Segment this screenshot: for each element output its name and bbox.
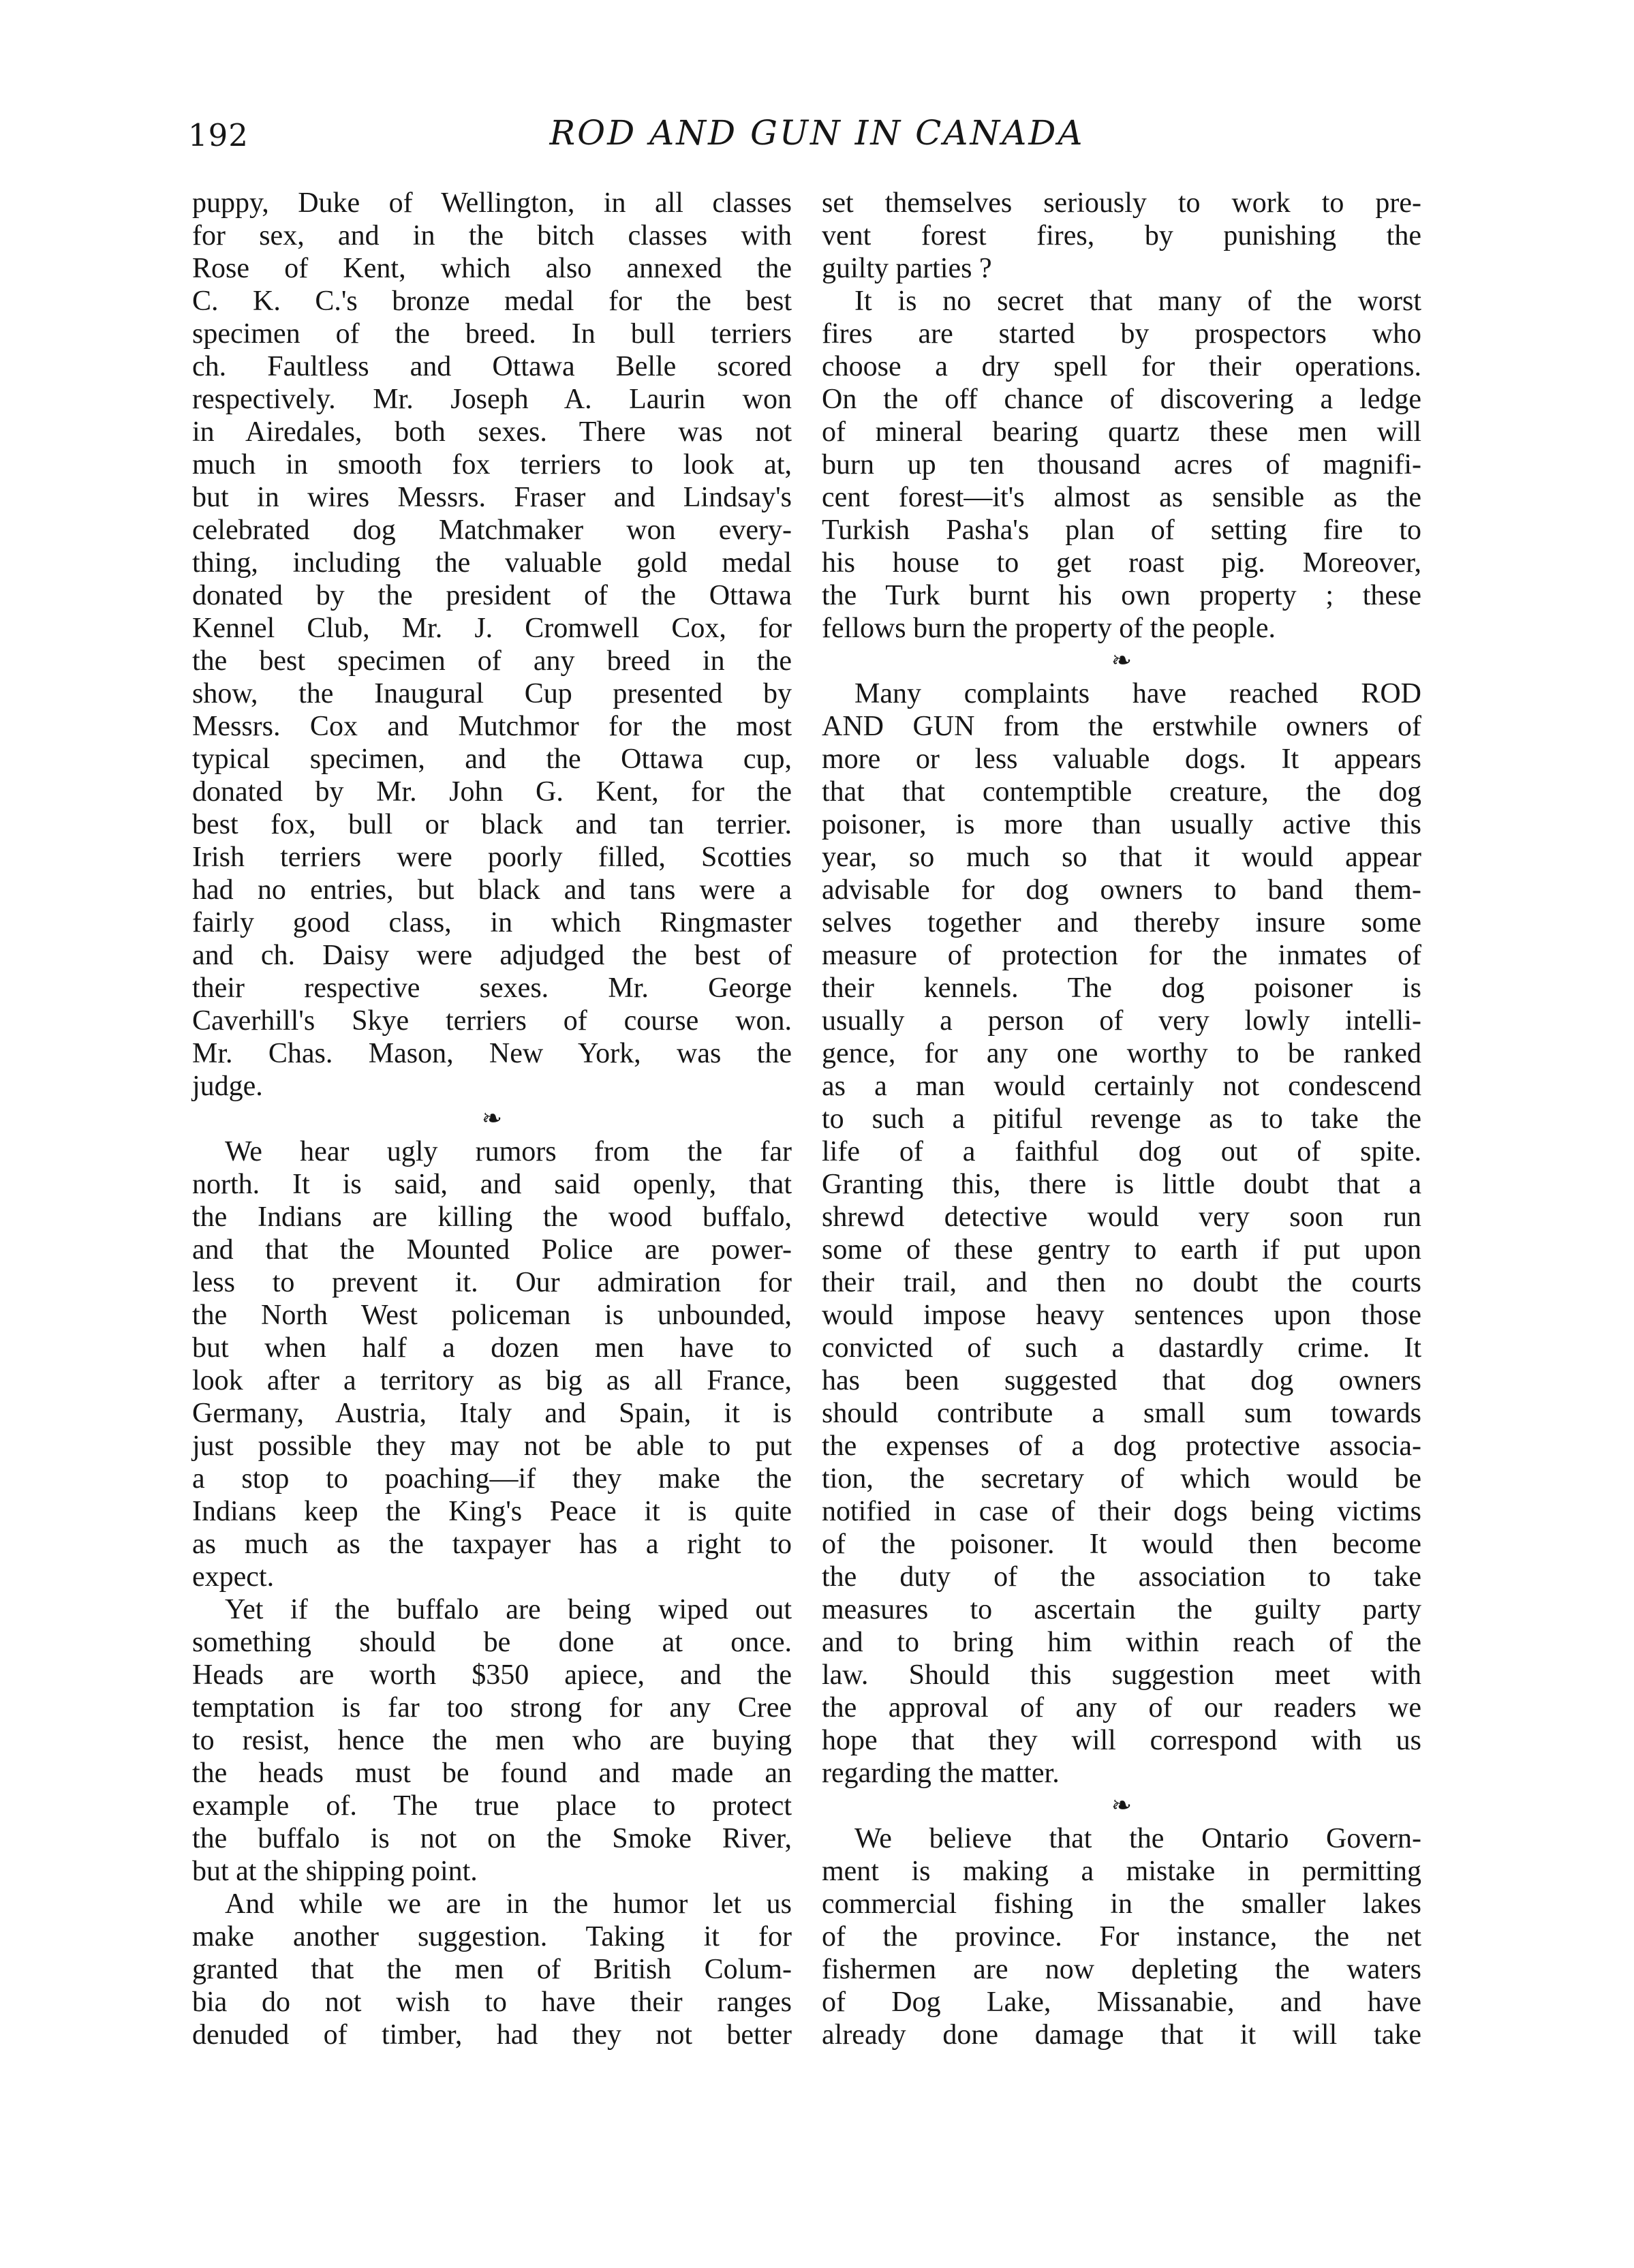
left-text-line: puppy, Duke of Wellington, in all classes — [192, 187, 792, 219]
right-text-line: commercial fishing in the smaller lakes — [822, 1888, 1421, 1920]
right-text-line: their trail, and then no doubt the courts — [822, 1267, 1421, 1298]
left-text-line: Messrs. Cox and Mutchmor for the most — [192, 711, 792, 742]
section-ornament-icon: ❧ — [1111, 647, 1132, 675]
right-text-line: measure of protection for the inmates of — [822, 940, 1421, 971]
left-text-line: Germany, Austria, Italy and Spain, it is — [192, 1398, 792, 1429]
right-text-line: fires are started by prospectors who — [822, 318, 1421, 350]
right-text-line: and to bring him within reach of the — [822, 1627, 1421, 1658]
left-text-line: the North West policeman is unbounded, — [192, 1300, 792, 1331]
right-text-line: Many complaints have reached ROD — [854, 678, 1421, 709]
right-text-line: as a man would certainly not condescend — [822, 1071, 1421, 1102]
right-text-line: to such a pitiful revenge as to take the — [822, 1103, 1421, 1135]
left-text-line: And while we are in the humor let us — [225, 1888, 792, 1920]
left-text-line: Irish terriers were poorly filled, Scotties — [192, 842, 792, 873]
left-text-line: had no entries, but black and tans were a — [192, 874, 792, 906]
right-text-line: year, so much so that it would appear — [822, 842, 1421, 873]
left-text-line: example of. The true place to protect — [192, 1790, 792, 1822]
right-text-line: the approval of any of our readers we — [822, 1692, 1421, 1723]
running-head: ROD AND GUN IN CANADA — [549, 113, 1085, 153]
right-text-line: of the poisoner. It would then become — [822, 1529, 1421, 1560]
right-text-line: that that contemptible creature, the dog — [822, 776, 1421, 808]
left-text-line: best fox, bull or black and tan terrier. — [192, 809, 792, 840]
left-text-line: but in wires Messrs. Fraser and Lindsay's — [192, 482, 792, 513]
left-text-line: much in smooth fox terriers to look at, — [192, 449, 792, 480]
left-text-line: north. It is said, and said openly, that — [192, 1169, 792, 1200]
left-text-line: but at the shipping point. — [192, 1856, 478, 1887]
right-text-line: more or less valuable dogs. It appears — [822, 744, 1421, 775]
left-text-line: less to prevent it. Our admiration for — [192, 1267, 792, 1298]
left-text-line: celebrated dog Matchmaker won every- — [192, 515, 792, 546]
left-text-line: Mr. Chas. Mason, New York, was the — [192, 1038, 792, 1069]
right-text-line: shrewd detective would very soon run — [822, 1201, 1421, 1233]
right-text-line: We believe that the Ontario Govern- — [854, 1823, 1421, 1854]
right-text-line: the expenses of a dog protective associa- — [822, 1430, 1421, 1462]
left-text-line: just possible they may not be able to put — [192, 1430, 792, 1462]
left-text-line: something should be done at once. — [192, 1627, 792, 1658]
right-text-line: Turkish Pasha's plan of setting fire to — [822, 515, 1421, 546]
right-text-line: should contribute a small sum towards — [822, 1398, 1421, 1429]
right-text-line: would impose heavy sentences upon those — [822, 1300, 1421, 1331]
left-text-line: Rose of Kent, which also annexed the — [192, 253, 792, 284]
right-text-line: of Dog Lake, Missanabie, and have — [822, 1987, 1421, 2018]
left-text-line: donated by the president of the Ottawa — [192, 580, 792, 611]
right-text-line: tion, the secretary of which would be — [822, 1463, 1421, 1495]
left-column — [192, 187, 792, 2051]
right-text-line: hope that they will correspond with us — [822, 1725, 1421, 1756]
left-text-line: ch. Faultless and Ottawa Belle scored — [192, 351, 792, 382]
left-text-line: the best specimen of any breed in the — [192, 645, 792, 677]
right-text-line: the duty of the association to take — [822, 1561, 1421, 1593]
right-text-line: AND GUN from the erstwhile owners of — [822, 711, 1421, 742]
right-text-line: poisoner, is more than usually active this — [822, 809, 1421, 840]
left-text-line: fairly good class, in which Ringmaster — [192, 907, 792, 938]
left-text-line: but when half a dozen men have to — [192, 1332, 792, 1364]
right-text-line: convicted of such a dastardly crime. It — [822, 1332, 1421, 1364]
right-column — [822, 187, 1421, 2051]
left-text-line: typical specimen, and the Ottawa cup, — [192, 744, 792, 775]
right-text-line: It is no secret that many of the worst — [854, 286, 1421, 317]
right-text-line: of mineral bearing quartz these men will — [822, 416, 1421, 448]
right-text-line: already done damage that it will take — [822, 2019, 1421, 2051]
left-text-line: the buffalo is not on the Smoke River, — [192, 1823, 792, 1854]
section-ornament-icon: ❧ — [1111, 1792, 1132, 1820]
right-text-line: some of these gentry to earth if put upon — [822, 1234, 1421, 1266]
left-text-line: Yet if the buffalo are being wiped out — [225, 1594, 792, 1625]
left-text-line: a stop to poaching—if they make the — [192, 1463, 792, 1495]
right-text-line: burn up ten thousand acres of magnifi- — [822, 449, 1421, 480]
left-text-line: thing, including the valuable gold medal — [192, 547, 792, 579]
left-text-line: Kennel Club, Mr. J. Cromwell Cox, for — [192, 613, 792, 644]
right-text-line: cent forest—it's almost as sensible as the — [822, 482, 1421, 513]
section-ornament-icon: ❧ — [481, 1105, 503, 1133]
right-text-line: usually a person of very lowly intelli- — [822, 1005, 1421, 1037]
right-text-line: advisable for dog owners to band them- — [822, 874, 1421, 906]
left-text-line: Heads are worth $350 apiece, and the — [192, 1659, 792, 1691]
right-text-line: the Turk burnt his own property ; these — [822, 580, 1421, 611]
right-text-line: On the off chance of discovering a ledge — [822, 384, 1421, 415]
left-text-line: C. K. C.'s bronze medal for the best — [192, 286, 792, 317]
left-text-line: respectively. Mr. Joseph A. Laurin won — [192, 384, 792, 415]
right-text-line: fishermen are now depleting the waters — [822, 1954, 1421, 1985]
right-text-line: law. Should this suggestion meet with — [822, 1659, 1421, 1691]
right-text-line: ment is making a mistake in permitting — [822, 1856, 1421, 1887]
left-text-line: for sex, and in the bitch classes with — [192, 220, 792, 251]
left-text-line: We hear ugly rumors from the far — [225, 1136, 792, 1167]
page-number: 192 — [188, 117, 249, 153]
left-text-line: and ch. Daisy were adjudged the best of — [192, 940, 792, 971]
right-text-line: notified in case of their dogs being victims — [822, 1496, 1421, 1527]
right-text-line: their kennels. The dog poisoner is — [822, 972, 1421, 1004]
left-text-line: look after a territory as big as all France, — [192, 1365, 792, 1396]
right-text-line: life of a faithful dog out of spite. — [822, 1136, 1421, 1167]
left-text-line: the Indians are killing the wood buffalo, — [192, 1201, 792, 1233]
right-text-line: regarding the matter. — [822, 1758, 1060, 1789]
left-text-line: granted that the men of British Colum- — [192, 1954, 792, 1985]
left-text-line: expect. — [192, 1561, 275, 1593]
right-text-line: his house to get roast pig. Moreover, — [822, 547, 1421, 579]
right-text-line: has been suggested that dog owners — [822, 1365, 1421, 1396]
right-text-line: Granting this, there is little doubt that a — [822, 1169, 1421, 1200]
right-text-line: vent forest fires, by punishing the — [822, 220, 1421, 251]
left-text-line: bia do not wish to have their ranges — [192, 1987, 792, 2018]
left-text-line: temptation is far too strong for any Cree — [192, 1692, 792, 1723]
left-text-line: make another suggestion. Taking it for — [192, 1921, 792, 1952]
left-text-line: donated by Mr. John G. Kent, for the — [192, 776, 792, 808]
right-text-line: set themselves seriously to work to pre- — [822, 187, 1421, 219]
right-text-line: choose a dry spell for their operations. — [822, 351, 1421, 382]
left-text-line: to resist, hence the men who are buying — [192, 1725, 792, 1756]
left-text-line: denuded of timber, had they not better — [192, 2019, 792, 2051]
right-text-line: fellows burn the property of the people. — [822, 613, 1276, 644]
left-text-line: Indians keep the King's Peace it is quite — [192, 1496, 792, 1527]
right-text-line: selves together and thereby insure some — [822, 907, 1421, 938]
right-text-line: of the province. For instance, the net — [822, 1921, 1421, 1952]
right-text-line: measures to ascertain the guilty party — [822, 1594, 1421, 1625]
right-text-line: gence, for any one worthy to be ranked — [822, 1038, 1421, 1069]
left-text-line: their respective sexes. Mr. George — [192, 972, 792, 1004]
left-text-line: and that the Mounted Police are power- — [192, 1234, 792, 1266]
left-text-line: judge. — [192, 1071, 263, 1102]
left-text-line: specimen of the breed. In bull terriers — [192, 318, 792, 350]
left-text-line: Caverhill's Skye terriers of course won. — [192, 1005, 792, 1037]
right-text-line: guilty parties ? — [822, 253, 992, 284]
left-text-line: the heads must be found and made an — [192, 1758, 792, 1789]
left-text-line: as much as the taxpayer has a right to — [192, 1529, 792, 1560]
left-text-line: show, the Inaugural Cup presented by — [192, 678, 792, 709]
left-text-line: in Airedales, both sexes. There was not — [192, 416, 792, 448]
